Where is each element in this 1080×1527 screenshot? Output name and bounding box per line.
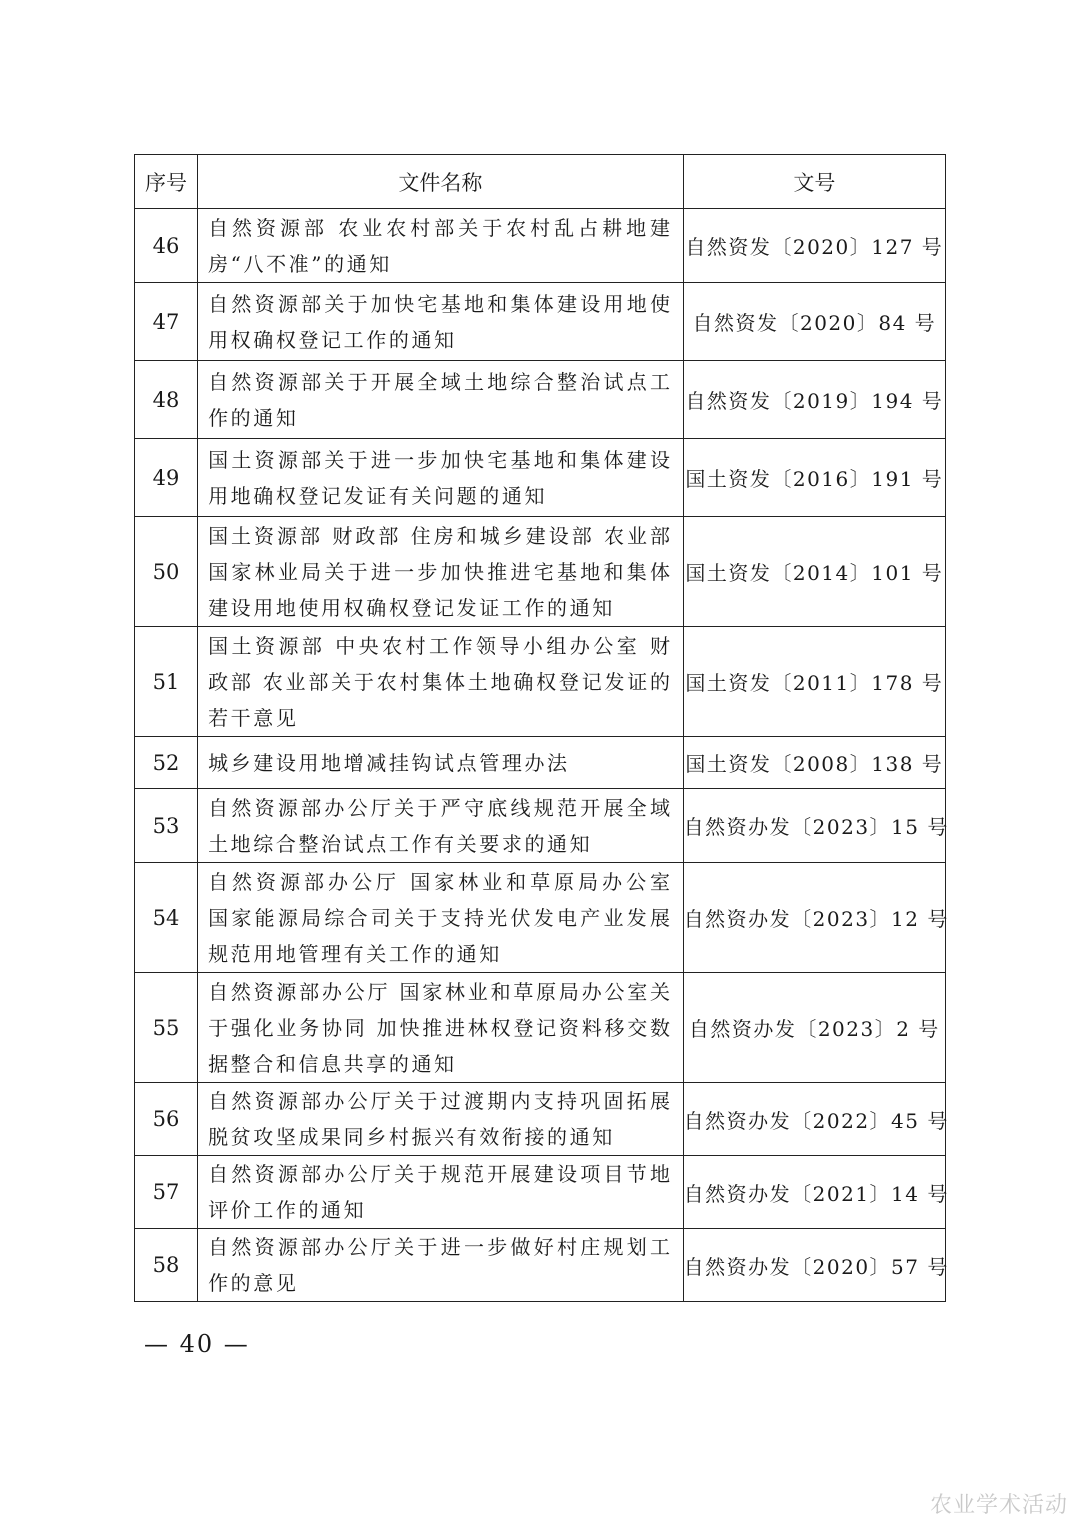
row-document-code: 自然资办发〔2023〕2 号	[683, 973, 945, 1083]
row-document-code: 自然资办发〔2020〕57 号	[683, 1229, 945, 1302]
row-serial-number: 53	[135, 789, 198, 863]
header-document-code: 文号	[683, 155, 945, 209]
row-document-name: 自然资源部办公厅关于规范开展建设项目节地评价工作的通知	[198, 1156, 684, 1229]
table-row	[135, 439, 946, 517]
row-document-name: 自然资源部办公厅关于过渡期内支持巩固拓展脱贫攻坚成果同乡村振兴有效衔接的通知	[198, 1083, 684, 1156]
row-serial-number: 48	[135, 361, 198, 439]
table-header-row	[135, 155, 946, 209]
row-serial-number: 57	[135, 1156, 198, 1229]
row-document-name: 自然资源部办公厅关于进一步做好村庄规划工作的意见	[198, 1229, 684, 1302]
row-document-name: 自然资源部办公厅 国家林业和草原局办公室关于强化业务协同 加快推进林权登记资料移交数据整合和信息共享的通知	[198, 973, 684, 1083]
row-document-code: 自然资办发〔2023〕12 号	[683, 863, 945, 973]
table-row	[135, 973, 946, 1083]
row-document-name: 自然资源部办公厅关于严守底线规范开展全域土地综合整治试点工作有关要求的通知	[198, 789, 684, 863]
row-document-code: 自然资办发〔2023〕15 号	[683, 789, 945, 863]
row-document-code: 自然资发〔2019〕194 号	[683, 361, 945, 439]
row-document-name: 国土资源部关于进一步加快宅基地和集体建设用地确权登记发证有关问题的通知	[198, 439, 684, 517]
header-serial-number: 序号	[135, 155, 198, 209]
table-row	[135, 361, 946, 439]
document-table	[134, 154, 949, 1302]
table-row	[135, 627, 946, 737]
row-document-code: 国土资发〔2016〕191 号	[683, 439, 945, 517]
row-serial-number: 46	[135, 209, 198, 283]
row-document-code: 国土资发〔2008〕138 号	[683, 737, 945, 789]
row-document-code: 自然资办发〔2021〕14 号	[683, 1156, 945, 1229]
row-document-name: 自然资源部 农业农村部关于农村乱占耕地建房“八不准”的通知	[198, 209, 684, 283]
table-row	[135, 1229, 946, 1302]
row-document-name: 自然资源部关于开展全域土地综合整治试点工作的通知	[198, 361, 684, 439]
row-document-code: 自然资发〔2020〕84 号	[683, 283, 945, 361]
page-number: — 40 —	[144, 1330, 250, 1358]
row-serial-number: 54	[135, 863, 198, 973]
table-body	[135, 209, 949, 1302]
table-row	[135, 737, 946, 789]
table-row	[135, 789, 946, 863]
table-row	[135, 517, 946, 627]
row-serial-number: 47	[135, 283, 198, 361]
row-serial-number: 52	[135, 737, 198, 789]
row-document-name: 国土资源部 财政部 住房和城乡建设部 农业部 国家林业局关于进一步加快推进宅基地和集体建设用地使用权确权登记发证工作的通知	[198, 517, 684, 627]
row-document-name: 自然资源部办公厅 国家林业和草原局办公室 国家能源局综合司关于支持光伏发电产业发展规范用地管理有关工作的通知	[198, 863, 684, 973]
table-row	[135, 1156, 946, 1229]
table-row	[135, 283, 946, 361]
row-document-name: 自然资源部关于加快宅基地和集体建设用地使用权确权登记工作的通知	[198, 283, 684, 361]
table-row	[135, 1083, 946, 1156]
row-serial-number: 56	[135, 1083, 198, 1156]
watermark-text: 农业学术活动	[929, 1493, 1068, 1518]
table-row	[135, 863, 946, 973]
row-document-code: 自然资发〔2020〕127 号	[683, 209, 945, 283]
header-document-name: 文件名称	[198, 155, 684, 209]
table-row	[135, 209, 946, 283]
row-serial-number: 58	[135, 1229, 198, 1302]
row-serial-number: 49	[135, 439, 198, 517]
row-document-name: 国土资源部 中央农村工作领导小组办公室 财政部 农业部关于农村集体土地确权登记发证的若干意见	[198, 627, 684, 737]
row-document-code: 自然资办发〔2022〕45 号	[683, 1083, 945, 1156]
row-serial-number: 55	[135, 973, 198, 1083]
row-document-code: 国土资发〔2011〕178 号	[683, 627, 945, 737]
row-serial-number: 51	[135, 627, 198, 737]
row-document-code: 国土资发〔2014〕101 号	[683, 517, 945, 627]
row-document-name: 城乡建设用地增减挂钩试点管理办法	[198, 737, 684, 789]
row-serial-number: 50	[135, 517, 198, 627]
